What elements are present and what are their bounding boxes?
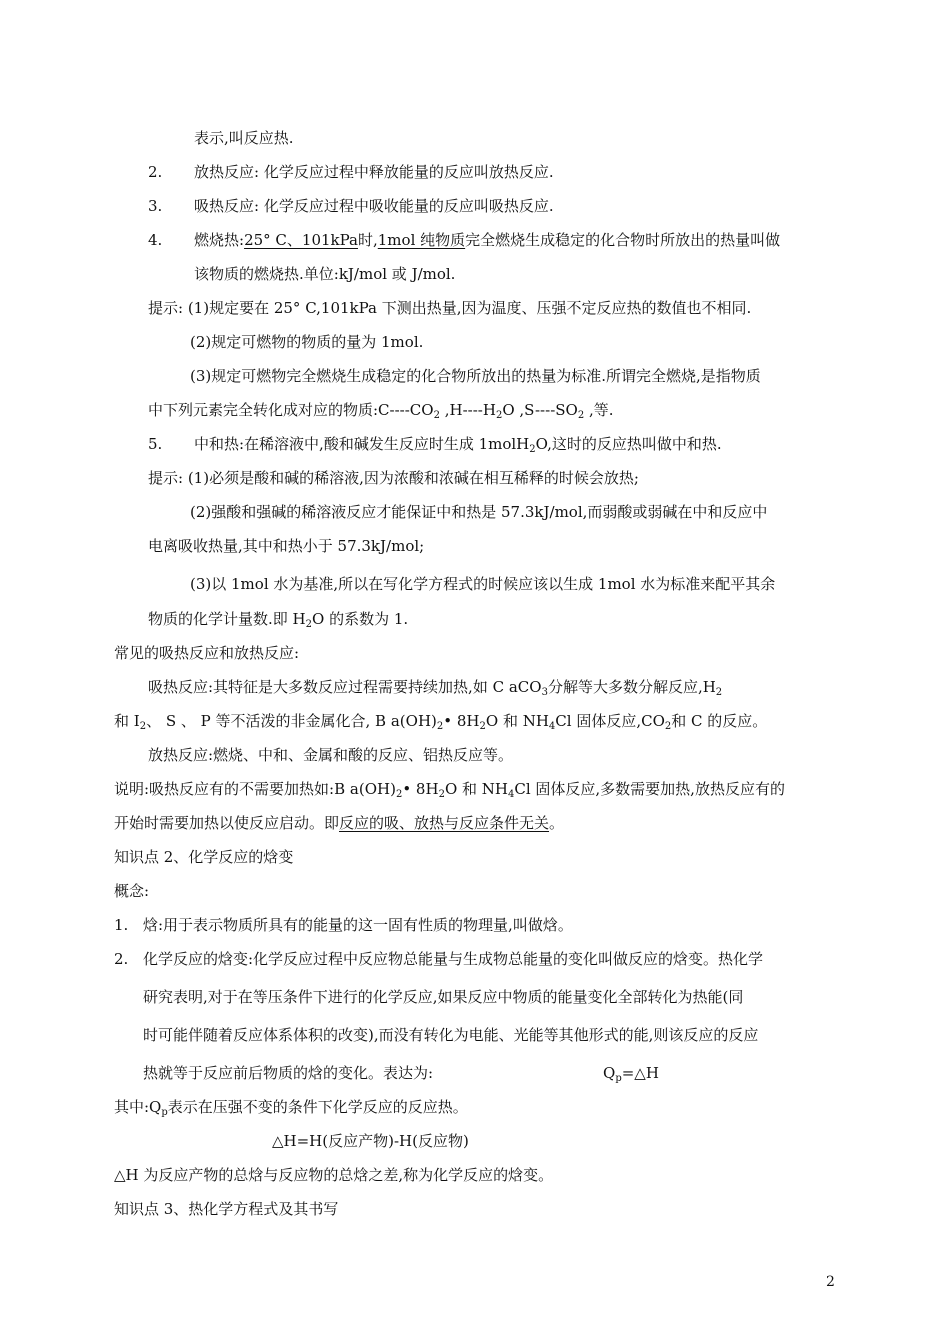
section-heading: 知识点 2、化学反应的焓变 (114, 848, 294, 866)
list-number: 2. (114, 950, 129, 968)
text-line: 该物质的燃烧热.单位:kJ/mol 或 J/mol. (194, 265, 456, 283)
text-line: 概念: (114, 882, 150, 900)
underlined-term: 1mol 纯物质 (377, 231, 466, 249)
list-number: 4. (148, 231, 163, 249)
text-line: 化学反应的焓变:化学反应过程中反应物总能量与生成物总能量的变化叫做反应的焓变。热化学 (143, 950, 764, 968)
text-line: 放热反应:燃烧、中和、金属和酸的反应、铝热反应等。 (148, 746, 514, 764)
text-line: 其中$:Q_p$表示在压强不变的条件下化学反应的反应热。 (114, 1098, 468, 1118)
section-heading: 常见的吸热反应和放热反应: (114, 644, 300, 662)
text-line: 说明:吸热反应有的不需要加热如:B $a(OH)_2•$ $8H_2O$ 和 $NH_4Cl$ 固体反应,多数需要加热,放热反应有的 (114, 780, 785, 800)
text-line: (2)规定可燃物的物质的量为 1mol. (190, 333, 424, 351)
text-line: 放热反应: 化学反应过程中释放能量的反应叫放热反应. (194, 163, 554, 181)
text-line: 和 $I_2$、 S 、 P 等不活泼的非金属化合, B $a(OH)_2•$ $8H_2O$ 和 $NH_4Cl$ 固体反应$,CO_2$和 C 的反应。 (114, 712, 768, 732)
text-line: 提示: (1)规定要在 25° C,101kPa 下测出热量,因为温度、压强不定反应热的数值也不相同. (148, 299, 752, 317)
text-line: 中下列元素完全转化成对应的物质$:C----CO_2$ $,H----H_2O$ $,S----SO_2$ ,等. (148, 401, 614, 421)
underlined-condition: 25° C、101kPa (244, 231, 358, 249)
section-heading: 知识点 3、热化学方程式及其书写 (114, 1200, 339, 1218)
text-line: 中和热:在稀溶液中,酸和碱发生反应时生成 1molH$_2$O,这时的反应热叫做中和热. (194, 435, 722, 455)
list-number: 2. (148, 163, 163, 181)
list-number: 3. (148, 197, 163, 215)
text-line: 热就等于反应前后物质的焓的变化。表达为: (143, 1064, 434, 1082)
text-line: 提示: (1)必须是酸和碱的稀溶液,因为浓酸和浓碱在相互稀释的时候会放热; (148, 469, 639, 487)
text-line: 表示,叫反应热. (194, 129, 294, 147)
text-line: 时可能伴随着反应体系体积的改变),而没有转化为电能、光能等其他形式的能,则该反应的反应 (143, 1026, 759, 1044)
page-number: 2 (826, 1274, 835, 1290)
text-line: 开始时需要加热以使反应启动。即反应的吸、放热与反应条件无关。 (114, 814, 565, 832)
text-line: △H 为反应产物的总焓与反应物的总焓之差,称为化学反应的焓变。 (114, 1166, 554, 1184)
text-line: 研究表明,对于在等压条件下进行的化学反应,如果反应中物质的能量变化全部转化为热能(同 (143, 988, 744, 1006)
text-line: 吸热反应:其特征是大多数反应过程需要持续加热,如 C aCO$_3$分解等大多数分解反应$,H_2$ (148, 678, 723, 698)
text-line: 吸热反应: 化学反应过程中吸收能量的反应叫吸热反应. (194, 197, 554, 215)
text-line: 物质的化学计量数.即 $H_2O$ 的系数为 1. (148, 610, 409, 630)
text-line: 焓:用于表示物质所具有的能量的这一固有性质的物理量,叫做焓。 (143, 916, 573, 934)
underlined-conclusion: 反应的吸、放热与反应条件无关 (339, 814, 550, 832)
text-line: 电离吸收热量,其中和热小于 57.3kJ/mol; (148, 537, 425, 555)
text-line: 燃烧热:25° C、101kPa时,1mol 纯物质完全燃烧生成稳定的化合物时所放出的热量叫做 (194, 231, 781, 249)
text-line: (2)强酸和强碱的稀溶液反应才能保证中和热是 57.3kJ/mol,而弱酸或弱碱在中和反应中 (190, 503, 768, 521)
text-line: (3)以 1mol 水为基准,所以在写化学方程式的时候应该以生成 1mol 水为标准来配平其余 (190, 575, 776, 593)
formula: △H=H(反应产物)-H(反应物) (272, 1132, 469, 1150)
text-line: (3)规定可燃物完全燃烧生成稳定的化合物所放出的热量为标准.所谓完全燃烧,是指物质 (190, 367, 761, 385)
list-number: 1. (114, 916, 129, 934)
list-number: 5. (148, 435, 163, 453)
formula: $Q_p=\triangle H$ (603, 1064, 659, 1084)
